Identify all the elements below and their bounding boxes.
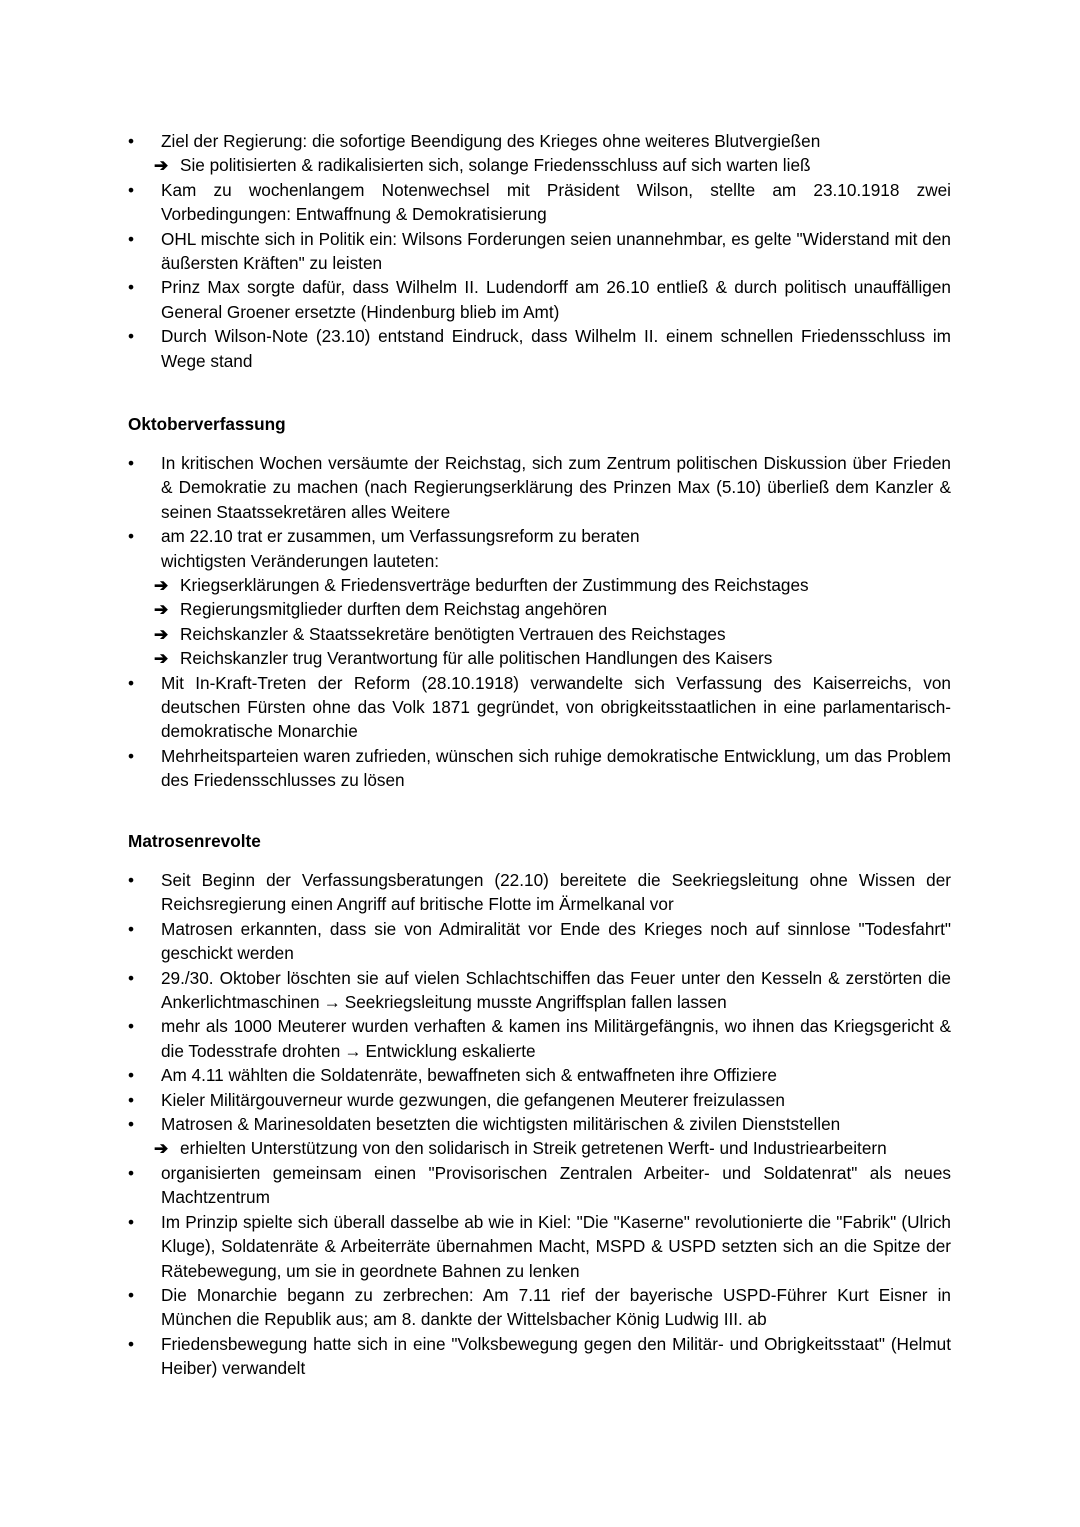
list-item (128, 524, 951, 670)
list-item (128, 1014, 951, 1063)
item-text: Am 4.11 wählten die Soldatenräte, bewaffneten sich & entwaffneten ihre Offiziere (161, 1065, 777, 1086)
item-text: Durch Wilson-Note (23.10) entstand Eindruck, dass Wilhelm II. einem schnellen Friedensschluss im Wege stand (161, 326, 951, 371)
item-text: Seit Beginn der Verfassungsberatungen (22.10) bereitete die Seekriegsleitung ohne Wissen der Reichsregierung einen Angriff auf britische Flotte im Ärmelkanal vor (161, 870, 951, 915)
list-item (128, 275, 951, 324)
item-text: 29./30. Oktober löschten sie auf vielen Schlachtschiffen das Feuer unter den Kesseln & zerstörten die Ankerlichtmaschinen (161, 967, 951, 1013)
item-text-consequence: Entwicklung eskalierte (365, 1040, 536, 1061)
item-text: Mehrheitsparteien waren zufrieden, wünschen sich ruhige demokratische Entwicklung, um das Problem des Friedensschlusses zu lösen (161, 745, 951, 791)
list-item (128, 1210, 951, 1283)
bullet-icon (128, 966, 136, 990)
arrow-right-icon: ➔ (154, 155, 169, 176)
list-item (128, 868, 951, 917)
bullet-icon (128, 1161, 136, 1185)
bullet-icon (128, 1112, 136, 1136)
bullet-list-oktoberverfassung (128, 451, 951, 793)
bullet-icon (128, 1283, 136, 1307)
item-text: Matrosen erkannten, dass sie von Admiralität vor Ende des Krieges noch auf sinnlose "Todesfahrt" geschickt werden (161, 918, 951, 964)
bullet-icon (128, 868, 136, 892)
bullet-icon (128, 1088, 136, 1112)
list-item (128, 178, 951, 227)
list-item (128, 1332, 951, 1381)
bullet-icon (128, 524, 136, 548)
bullet-list-intro (128, 129, 951, 373)
arrow-subpoint (154, 153, 951, 177)
arrow-right-icon: → (344, 1040, 362, 1061)
item-text: mehr als 1000 Meuterer wurden verhaften & kamen ins Militärgefängnis, wo ihnen das Kriegsgericht & die Todesstrafe drohten (161, 1016, 951, 1061)
item-text: In kritischen Wochen versäumte der Reichstag, sich zum Zentrum politischen Diskussion über Frieden & Demokratie zu machen (nach Regierungserklärung des Prinzen Max (5.10) überließ dem Kanzler & seinen Staatssekretären alles Weitere (161, 453, 951, 522)
bullet-icon (128, 744, 136, 768)
arrow-subpoint (154, 622, 951, 646)
arrow-right-icon: ➔ (154, 599, 169, 620)
subpoint-text: Reichskanzler trug Verantwortung für alle politischen Handlungen des Kaisers (180, 648, 773, 669)
arrow-right-icon: ➔ (154, 623, 169, 644)
arrow-right-icon: → (323, 992, 341, 1013)
section-heading-oktoberverfassung: Oktoberverfassung (128, 414, 286, 434)
item-text: Prinz Max sorgte dafür, dass Wilhelm II. Ludendorff am 26.10 entließ & durch politisch unauffälligen General Groener ersetzte (Hindenburg blieb im Amt) (161, 277, 951, 322)
list-item (128, 966, 951, 1015)
bullet-list-matrosenrevolte (128, 868, 951, 1381)
list-item (128, 917, 951, 966)
list-item (128, 451, 951, 524)
arrow-subpoint (154, 597, 951, 621)
bullet-icon (128, 275, 136, 299)
subpoint-text: Sie politisierten & radikalisierten sich, solange Friedensschluss auf sich warten ließ (180, 155, 811, 176)
item-text: Mit In-Kraft-Treten der Reform (28.10.1918) verwandelte sich Verfassung des Kaiserreichs, von deutschen Fürsten ohne das Volk 1871 gegründet, von obrigkeitsstaatlichen in eine parlamentarisch-demokratische Monarchie (161, 672, 951, 742)
item-text: organisierten gemeinsam einen "Provisorischen Zentralen Arbeiter- und Soldatenrat" als neues Machtzentrum (161, 1162, 951, 1208)
arrow-subpoint (154, 646, 951, 670)
subpoint-text: Kriegserklärungen & Friedensverträge bedurften der Zustimmung des Reichstages (180, 575, 809, 596)
item-text: Im Prinzip spielte sich überall dasselbe ab wie in Kiel: "Die "Kaserne" revolutionierte die "Fabrik" (Ulrich Kluge), Soldatenräte & Arbeiterräte übernahmen Macht, MSPD & USPD setzten sich an die Spitze der Rätebewegung, um sie in geordnete Bahnen zu lenken (161, 1211, 951, 1281)
subpoint-text: Reichskanzler & Staatssekretäre benötigten Vertrauen des Reichstages (180, 623, 726, 644)
item-text: Kieler Militärgouverneur wurde gezwungen, die gefangenen Meuterer freizulassen (161, 1089, 785, 1110)
bullet-icon (128, 178, 136, 202)
item-text: Ziel der Regierung: die sofortige Beendigung des Krieges ohne weiteres Blutvergießen (161, 131, 821, 151)
list-item (128, 129, 951, 178)
item-text: am 22.10 trat er zusammen, um Verfassungsreform zu beraten (161, 526, 640, 547)
item-text-continued: wichtigsten Veränderungen lauteten: (161, 550, 440, 571)
list-item (128, 671, 951, 744)
bullet-icon (128, 451, 136, 475)
item-text: Matrosen & Marinesoldaten besetzten die wichtigsten militärischen & zivilen Dienststellen (161, 1114, 841, 1135)
item-text-consequence: Seekriegsleitung musste Angriffsplan fallen lassen (344, 992, 727, 1013)
bullet-icon (128, 1014, 136, 1038)
bullet-icon (128, 227, 136, 251)
list-item (128, 1112, 951, 1161)
section-heading-matrosenrevolte: Matrosenrevolte (128, 831, 261, 851)
bullet-icon (128, 1332, 136, 1356)
bullet-icon (128, 129, 136, 153)
list-item (128, 227, 951, 276)
list-item (128, 1283, 951, 1332)
bullet-icon (128, 671, 136, 695)
arrow-right-icon: ➔ (154, 575, 169, 596)
list-item (128, 744, 951, 793)
item-text: Friedensbewegung hatte sich in eine "Volksbewegung gegen den Militär- und Obrigkeitsstaat" (Helmut Heiber) verwandelt (161, 1333, 951, 1379)
arrow-right-icon: ➔ (154, 648, 169, 669)
item-text: Kam zu wochenlangem Notenwechsel mit Präsident Wilson, stellte am 23.10.1918 zwei Vorbedingungen: Entwaffnung & Demokratisierung (161, 179, 951, 225)
bullet-icon (128, 1063, 136, 1087)
arrow-subpoint (154, 573, 951, 597)
bullet-icon (128, 324, 136, 348)
bullet-icon (128, 1210, 136, 1234)
subpoint-text: erhielten Unterstützung von den solidarisch in Streik getretenen Werft- und Industriearbeitern (180, 1138, 887, 1159)
item-text: Die Monarchie begann zu zerbrechen: Am 7.11 rief der bayerische USPD-Führer Kurt Eisner in München die Republik aus; am 8. dankte der Wittelsbacher König Ludwig III. ab (161, 1284, 951, 1330)
arrow-right-icon: ➔ (154, 1138, 169, 1159)
item-text: OHL mischte sich in Politik ein: Wilsons Forderungen seien unannehmbar, es gelte "Widerstand mit den äußersten Kräften" zu leisten (161, 228, 951, 274)
list-item (128, 324, 951, 373)
arrow-subpoint (154, 1136, 951, 1160)
list-item (128, 1161, 951, 1210)
list-item (128, 1088, 951, 1112)
subpoint-text: Regierungsmitglieder durften dem Reichstag angehören (180, 599, 608, 620)
list-item (128, 1063, 951, 1087)
bullet-icon (128, 917, 136, 941)
